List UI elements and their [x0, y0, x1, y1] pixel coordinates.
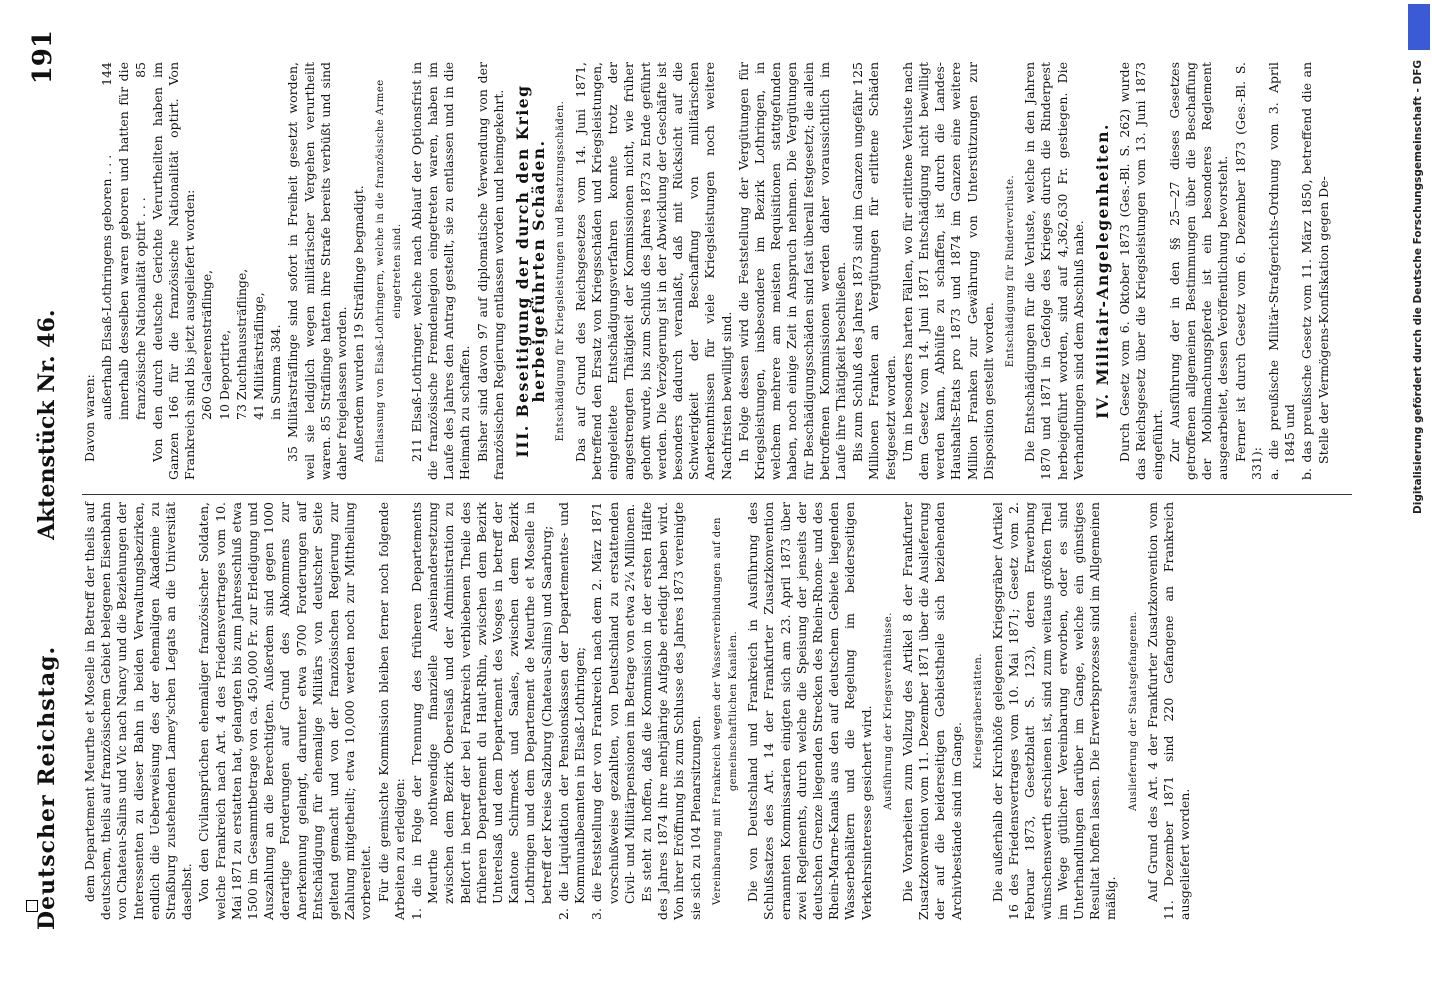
paragraph: Außerdem wurden 19 Sträflinge begnadigt. — [351, 185, 367, 462]
paragraph: Von den durch deutsche Gerichte Verurtheilten haben im Ganzen 166 für die französische Nationalität optirt. Von Frankreich sind bis jetzt ausgeliefert worden: — [149, 62, 198, 480]
born-row — [99, 62, 115, 480]
digitization-stripe — [1404, 0, 1432, 1000]
tally-row: 260 Galeerensträflinge, — [199, 269, 215, 420]
born-row-value: 144 — [99, 62, 115, 86]
paragraph: 211 Elsaß-Lothringer, welche nach Ablauf der Optionsfrist in die französische Fremdenlegion eingetreten waren, haben im Laufe des Jahres den Antrag gestellt, sie zu entlassen und in die Heimath zu schaffen. — [408, 62, 473, 480]
subheading: Entschädigung für Kriegsleistungen und Besatzungsschäden. — [555, 100, 567, 442]
subheading: Vereinbarung mit Frankreich wegen der Wasserverbindungen auf den gemeinschaftlichen Kanälen. — [711, 517, 739, 906]
paragraph: Auf Grund des Art. 4 der Frankfurter Zusatzkonvention vom 11. Dezember 1871 sind 220 Gefangene an Frankreich ausgeliefert worden. — [1144, 502, 1193, 920]
paragraph: Es steht zu hoffen, daß die Kommission in der ersten Hälfte des Jahres 1874 ihre mehrjährige Aufgabe erledigt haben wird. Von ihrer Eröffnung bis zum Schlusse des Jahres 1873 vereinigte sie sich zu 104 Plenarsitzungen. — [638, 502, 703, 920]
column-divider — [82, 494, 1352, 495]
tally-row: 73 Zuchthaussträflinge, — [233, 268, 249, 420]
paragraph: Die von Deutschland und Frankreich in Ausführung des Schlußsatzes des Art. 14 der Frankfurter Zusatzkonvention ernannten Kommissarien einigten sich am 23. April 1873 über zwei Reglements, durch welche die Speisung der jenseits der deutschen Grenze liegenden Strecken des Rhein-Rhone- und des Rhein-Marne-Kanals aus den auf deutschem Gebiete liegenden Wasserbehältern und die Regelung im beiderseitigen Verkehrsinteresse gesichert wird. — [745, 502, 874, 920]
right-text-column — [82, 62, 1333, 480]
tally-total: in Summa 384. — [268, 324, 284, 420]
paragraph: Ferner ist durch Gesetz vom 6. Dezember 1873 (Ges.-Bl. S. 331): — [1232, 62, 1264, 480]
paragraph: dem Departement Meurthe et Moselle in Betreff der theils auf deutschem, theils auf französischem Gebiet belegenen Eisenbahn von Chateau-Salins und Vic nach Nancy und die Beziehungen der Interessenten zu dieser Bahn in beiden Verwaltungsbezirken, endlich die Ueberweisung des der ehemaligen Akademie zu Straßburg zustehenden Lamey'schen Legats an die Universität daselbst. — [82, 502, 195, 920]
born-row-text: innerhalb desselben waren geboren und hatten für die französische Nationalität optirt . . . — [116, 62, 148, 420]
header-center-title: Aktenstück Nr. 46. — [34, 309, 60, 540]
paragraph: Bis zum Schluß des Jahres 1873 sind im Ganzen ungefähr 125 Millionen Franken an Vergütungen für erlittene Schäden festgesetzt worden. — [850, 62, 898, 480]
paragraph: Die Vorarbeiten zum Vollzug des Artikel 8 der Frankfurter Zusatzkonvention vom 11. Dezember 1871 über die Auslieferung der auf die beiderseitigen Gebietstheile sich beziehenden Archivbestände sind im Gange. — [899, 502, 964, 920]
tally-row: 10 Deportirte, — [216, 329, 232, 420]
paragraph: Die außerhalb der Kirchhöfe gelegenen Kriegsgräber (Artikel 16 des Friedensvertrages vom 10. Mai 1871; Gesetz vom 2. Februar 1873, Gesetzblatt S. 123), deren Erwerbung wünschenswerth erschienen ist, sind zum weitaus größten Theil im Wege gütlicher Vereinbarung erworben, oder es sind Unterhandlungen darüber im Gange, welche ein günstiges Resultat hoffen lassen. Die Erwerbsprozesse sind im Allgemeinen mäßig. — [989, 502, 1119, 920]
subheading: Ausführung der Kriegsverhältnisse. — [882, 612, 894, 810]
dfg-logo — [1408, 4, 1430, 50]
page-number: 191 — [28, 30, 58, 85]
born-row-text: außerhalb Elsaß-Lothringens geboren . . . — [99, 154, 115, 420]
subheading: Auslieferung der Staatsgefangenen. — [1127, 611, 1139, 811]
born-row-value: 85 — [132, 62, 148, 78]
paragraph: Um in besonders harten Fällen, wo für erlittene Verluste nach dem Gesetz vom 14. Juni 1871 Entschädigung nicht bewilligt werden kann, Abhülfe zu schaffen, ist durch die Landes-Haushalts-Etats pro 1873 und 1874 im Ganzen eine weitere Million Franken zur Gewährung von Unterstützungen zur Disposition gestellt worden. — [899, 62, 996, 480]
paragraph: In Folge dessen wird die Feststellung der Vergütungen für Kriegsleistungen, insbesondere im Bezirk Lothringen, in welchem mehrere am meisten Requisitionen stattgefunden haben, noch einige Zeit in Anspruch nehmen. Die Vergütungen für Beschädigungsschäden sind fast überall festgesetzt; die allein betroffenen Kommissionen werden daher voraussichtlich im Laufe ihre Thätigkeit beschließen. — [735, 62, 848, 480]
list-item: 1. die in Folge der Trennung des früheren Departements Meurthe nothwendige finanzielle Auseinandersetzung zwischen dem Bezirk Oberelsaß und der Administration zu Belfort in betreff der bei Frankreich verbliebenen Theile des früheren Departement du Haut-Rhin, zwischen dem Bezirk Unterelsaß und dem Departement des Vosges in betreff der Kantone Schirmeck und Saales, zwischen dem Bezirk Lothringen und dem Departement de Meurthe et Moselle in betreff der Kreise Salzburg (Chateau-Salins) und Saarburg; — [409, 502, 554, 920]
subheading: Kriegsgräberstätten. — [972, 653, 984, 769]
paragraph: Von den Civilansprüchen ehemaliger französischer Soldaten, welche Frankreich nach Art. 4 des Friedensvertrages vom 10. Mai 1871 zu erstatten hat, gelangten bis zum Jahresschluß etwa 1500 im Gesammtbetrage von ca. 450,000 Fr. zur Erledigung und Auszahlung an die Berechtigten. Außerdem sind gegen 1000 derartige Forderungen auf Grund des Abkommens zur Anerkennung gelangt, darunter etwa 9700 Forderungen auf Entschädigung für ehemalige Militärs von deutscher Seite geltend gemacht und von der französischen Regierung zur Zahlung mitgetheilt; etwa 10,000 werden noch zur Mittheilung vorbereitet. — [196, 502, 374, 920]
paragraph: Davon waren: — [82, 374, 97, 462]
page-header — [28, 30, 68, 930]
paragraph: Durch Gesetz vom 6. Oktober 1873 (Ges.-Bl. S. 262) wurde das Reichsgesetz über die Kriegsleistungen vom 13. Juni 1873 eingeführt. — [1117, 62, 1165, 480]
born-row — [116, 62, 148, 480]
paragraph: Das auf Grund des Reichsgesetzes vom 14. Juni 1871, betreffend den Ersatz von Kriegsschäden und Kriegsleistungen, eingeleitete Entschädigungsverfahren konnte trotz der angestrengten Thätigkeit der Kommissionen nicht, wie früher gehofft wurde, bis zum Schluß des Jahres 1873 zu Ende geführt werden. Die Verzögerung ist in der Abwicklung der Geschäfte ist besonders dadurch veranlaßt, daß mit Rücksicht auf die Schwierigkeit der Beschaffung von militärischen Anerkenntnissen für viele Kriegsleistungen noch weitere Nachfristen bewilligt sind. — [572, 62, 734, 480]
list-item: 3. die Feststellung der von Frankreich nach dem 2. März 1871 vorschußweise gezahlten, von Deutschland zu erstattenden Civil- und Militärpensionen im Betrage von etwa 2¼ Millionen. — [589, 502, 637, 920]
paragraph: Die Entschädigungen für die Verluste, welche in den Jahren 1870 und 1871 in Gefolge des Krieges durch die Rinderpest herbeigeführt worden, sind auf 4,362,630 Fr. gestiegen. Die Verhandlungen sind dem Abschluß nahe. — [1022, 62, 1086, 480]
list-item: a. die preußische Militär-Strafgerichts-Ordnung vom 3. April 1845 und — [1266, 62, 1298, 480]
subheading: Entschädigung für Rinderverluste. — [1004, 174, 1016, 368]
header-left-title: Deutscher Reichstag. — [34, 645, 60, 930]
paragraph: 35 Militärsträflinge sind sofort in Freiheit gesetzt worden, weil sie lediglich wegen militärischer Vergehen verurtheilt waren. 85 Sträflinge hatten ihre Strafe bereits verbüßt und sind daher freigelassen worden. — [285, 62, 350, 480]
scan-corner-mark — [26, 900, 38, 912]
paragraph: Zur Ausführung der in den §§ 25—27 dieses Gesetzes getroffenen allgemeinen Bestimmungen über die Beschaffung der Mobilmachungspferde ist ein besonderes Reglement ausgearbeitet, dessen Veröffentlichung bevorsteht. — [1166, 62, 1231, 480]
left-text-column — [82, 502, 1194, 920]
digitization-note: Digitalisierung gefördert durch die Deutsche Forschungsgemeinschaft - DFG — [1412, 60, 1424, 514]
subheading: Entlassung von Elsaß-Lothringern, welche in die französische Armee eingetreten sind. — [375, 79, 403, 463]
tally-row: 41 Militärsträflinge, — [251, 292, 267, 420]
paragraph: Für die gemischte Kommission bleiben ferner noch folgende Arbeiten zu erledigen: — [375, 502, 407, 920]
list-item: 2. die Liquidation der Pensionskassen der Departementes- und Kommunalbeamten in Elsaß-Lothringen; — [555, 502, 588, 920]
section-heading: III. Beseitigung der durch den Krieg herbeigeführten Schäden. — [513, 84, 549, 458]
paragraph: Bisher sind davon 97 auf diplomatische Verwendung von der französischen Regierung entlassen worden und heimgekehrt. — [474, 62, 506, 480]
section-heading: IV. Militair-Angelegenheiten. — [1092, 123, 1112, 419]
list-item: b. das preußische Gesetz vom 11. März 1850, betreffend die an Stelle der Vermögens-Konfiskation gegen De- — [1299, 62, 1331, 480]
